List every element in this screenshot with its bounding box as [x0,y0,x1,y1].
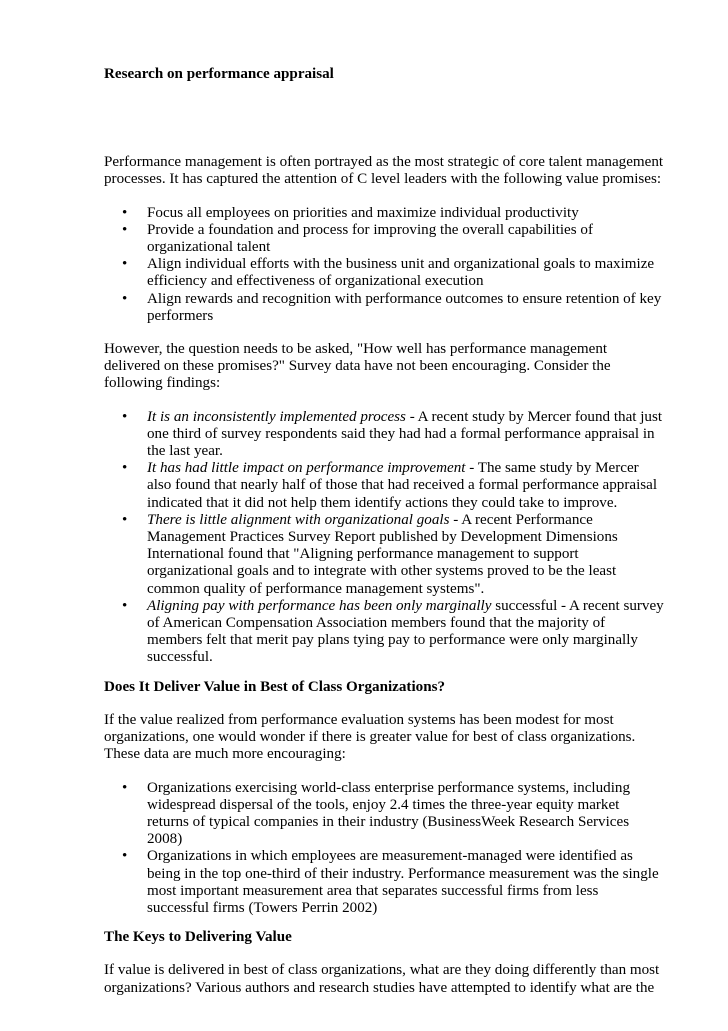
list-item-text: Organizations in which employees are measurement-managed were identified as being in the top one-third of their industry. Performance measurement was the single most important measurement area that separates successful firms from less successful firms (Towers Perrin 2002) [147,848,659,916]
question-paragraph: However, the question needs to be asked, "How well has performance management delivered on these promises?" Survey data have not been encouraging. Consider the following findings: [104,341,611,392]
intro-paragraph: Performance management is often portrayed as the most strategic of core talent management processes. It has captured the attention of C level leaders with the following value promises: [104,154,664,188]
promises-list [104,205,664,325]
list-item [104,598,664,667]
list-item-text: Focus all employees on priorities and maximize individual productivity [147,204,579,221]
finding-text: - A recent Performance Management Practices Survey Report published by Development Dimensions International found that "Aligning performance management to support organizational goals and to integrate with other systems proved to be the least common quality of performance management systems". [147,511,618,597]
list-item [104,460,664,512]
list-item-text: Organizations exercising world-class enterprise performance systems, including widespread dispersal of the tools, enjoy 2.4 times the three-year equity market returns of typical companies in their industry (BusinessWeek Research Services 2008) [147,779,630,848]
bullet-icon: • [122,848,128,865]
list-item [104,409,664,461]
finding-text: - A recent study by Mercer found that just one third of survey respondents said they had had a formal performance appraisal in the last year. [147,408,663,460]
finding-text: successful - A recent survey of American Compensation Association members found that the majority of members felt that merit pay plans tying pay to performance were only marginally successful. [147,597,664,666]
document-title: Research on performance appraisal [104,66,334,82]
finding-text: - The same study by Mercer also found that nearly half of those that had received a formal performance appraisal indicated that it did not help them identify actions they could take to improve. [147,460,658,511]
finding-lead: It is an inconsistently implemented process [147,408,406,425]
bullet-icon: • [122,408,128,425]
list-item [104,512,664,598]
section-paragraph: If value is delivered in best of class organizations, what are they doing differently than most organizations? Various authors and research studies have attempted to identify what are the [104,962,660,996]
finding-lead: There is little alignment with organizational goals [147,511,450,528]
best-of-class-list [104,780,664,918]
bullet-icon: • [122,256,128,273]
bullet-icon: • [122,204,128,221]
list-item-text: Align individual efforts with the business unit and organizational goals to maximize efficiency and effectiveness of organizational execution [147,256,655,290]
findings-list [104,409,664,667]
list-item-text: Align rewards and recognition with performance outcomes to ensure retention of key performers [147,290,662,324]
section-heading: The Keys to Delivering Value [104,929,292,946]
list-item [104,848,664,917]
finding-lead: Aligning pay with performance has been only marginally [147,597,492,614]
section-paragraph: If the value realized from performance evaluation systems has been modest for most organizations, one would wonder if there is greater value for best of class organizations. These data are much more encouraging: [104,711,636,763]
section-heading: Does It Deliver Value in Best of Class Organizations? [104,678,446,695]
bullet-icon: • [122,779,128,796]
list-item [104,256,664,290]
bullet-icon: • [122,460,128,477]
bullet-icon: • [122,511,128,528]
list-item [104,291,664,325]
bullet-icon: • [122,290,128,307]
list-item [104,780,664,849]
document-page [104,66,664,997]
list-item-text: Provide a foundation and process for improving the overall capabilities of organizational talent [147,221,593,256]
bullet-icon: • [122,597,128,614]
bullet-icon: • [122,221,128,238]
list-item [104,205,664,222]
list-item [104,222,664,256]
finding-lead: It has had little impact on performance improvement [147,460,466,477]
